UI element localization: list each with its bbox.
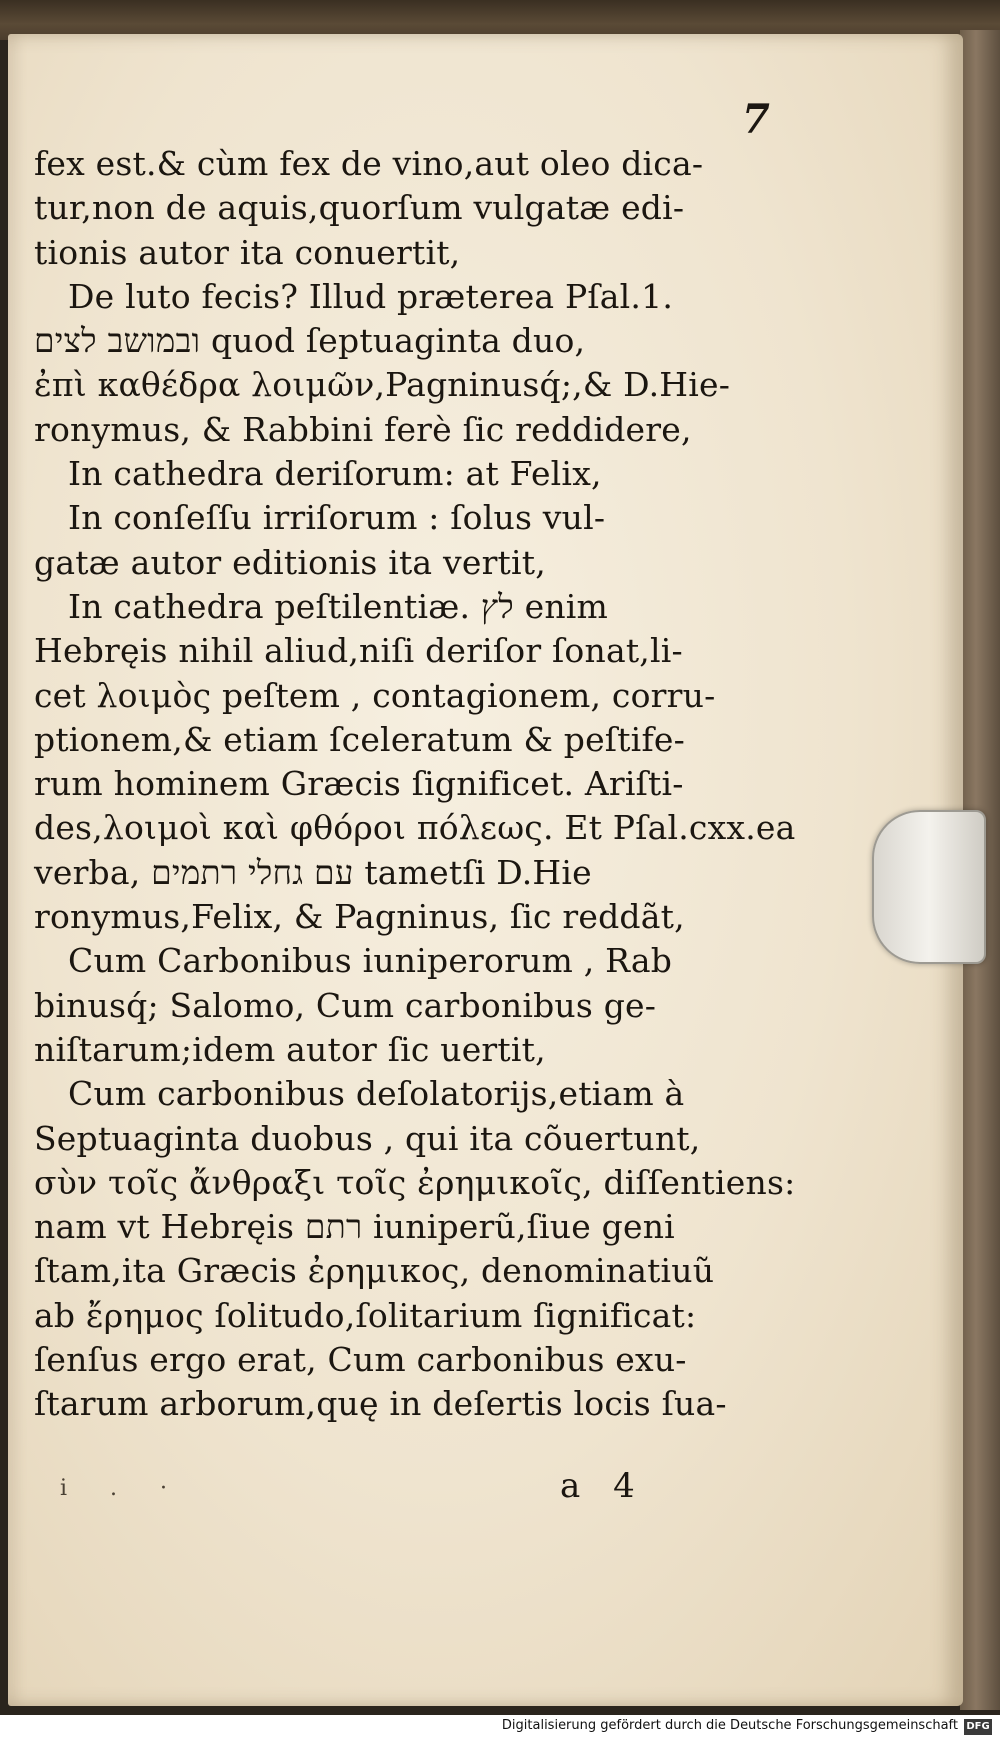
page-number: 7 [742,96,770,143]
text-line: binusq́; Salomo, Cum carbonibus ge- [34,985,657,1025]
dfg-logo-icon: DFG [964,1719,992,1735]
book-clasp-image [872,810,986,964]
text-line: des,λοιμοὶ καὶ φθόροι πόλεως. Et Pſal.cxx.ea [34,808,796,848]
text-line: nam vt Hebręis רתם iuniperũ,ſiue geni [34,1207,675,1247]
text-line: verba, עם גחלי רתמים tametſi D.Hie [34,852,592,892]
text-line: fex est.& cùm fex de vino,aut oleo dica- [34,144,704,183]
text-line: tionis autor ita conuertit, [34,232,461,272]
text-line: tur,non de aquis,quorſum vulgatæ edi- [34,188,685,228]
text-line: rum hominem Græcis ſignificet. Ariſti- [34,764,684,804]
printer-marks: i . · [60,1476,186,1501]
text-line: In cathedra deriſorum: at Felix, [68,454,602,494]
text-line: De luto fecis? Illud præterea Pſal.1. [68,276,674,316]
text-line: gatæ autor editionis ita vertit, [34,542,546,582]
signature-mark: a 4 [560,1466,635,1506]
text-line: niſtarum;idem autor ſic uertit, [34,1029,546,1069]
text-line: cet λοιμὸς peſtem , contagionem, corru- [34,675,716,715]
text-line: Cum carbonibus deſolatorijs,etiam à [68,1074,685,1114]
page-text-block [34,142,796,1427]
text-line: ובמושב לצים quod ſeptuaginta duo, [34,321,586,361]
text-line: ſenſus ergo erat, Cum carbonibus exu- [34,1340,687,1380]
text-line: In cathedra peſtilentiæ. לץ enim [68,586,609,626]
text-line: ſtarum arborum,quę in deſertis locis ſua- [34,1384,727,1424]
text-line: ἐπὶ καθέδρα λοιμῶν,Pagninusq́;,& D.Hie- [34,365,731,405]
text-line: σὺν τοῖς ἄνθραξι τοῖς ἐρημικοῖς, diſſentiens: [34,1162,796,1202]
dfg-credit-text: Digitalisierung gefördert durch die Deutsche Forschungsgemeinschaft [501,1718,958,1733]
digitization-footer [0,1715,1000,1741]
text-line: Cum Carbonibus iuniperorum , Rab [68,941,673,981]
text-line: Septuaginta duobus , qui ita cõuertunt, [34,1118,701,1158]
text-line: ab ἔρημος ſolitudo,ſolitarium ſignificat: [34,1295,697,1335]
text-line: ronymus,Felix, & Pagninus, ſic reddãt, [34,897,685,937]
text-line: ptionem,& etiam ſceleratum & peſtife- [34,719,685,759]
text-line: Hebręis nihil aliud,niſi deriſor ſonat,li- [34,631,683,671]
text-line: ſtam,ita Græcis ἐρημικος, denominatiuũ [34,1251,715,1291]
text-line: ronymus, & Rabbini ferè ſic reddidere, [34,409,692,449]
text-line: In conſeſſu irriſorum : ſolus vul- [68,498,606,538]
